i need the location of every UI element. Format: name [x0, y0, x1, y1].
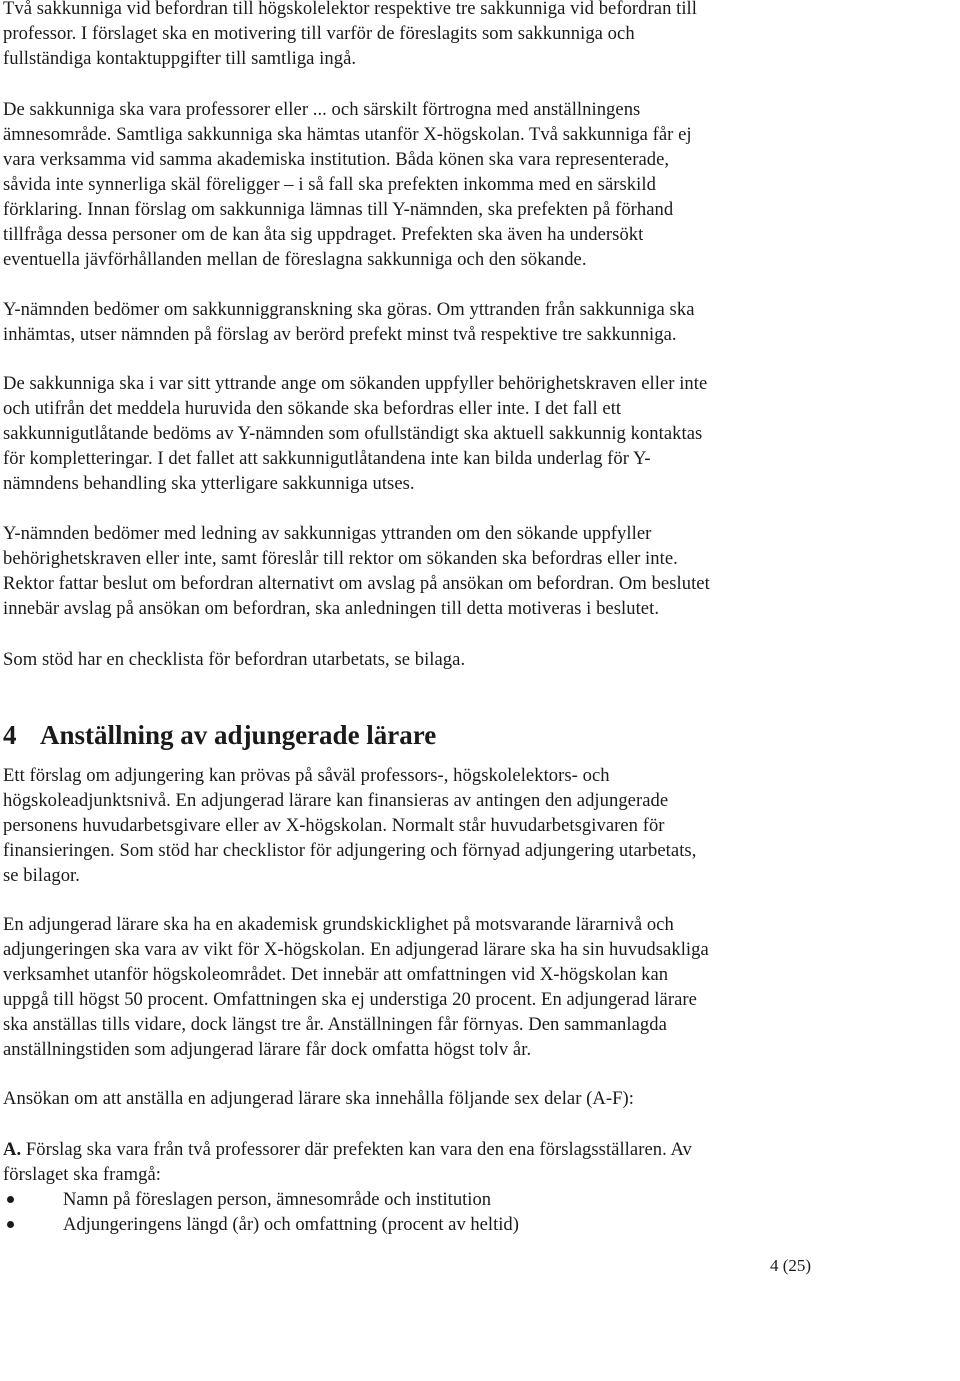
page-number: 4 (25) [770, 1256, 812, 1275]
text-line: ämnesområde. Samtliga sakkunniga ska hämtas utanför X-högskolan. Två sakkunniga får ej [3, 124, 692, 145]
text-line: Y-nämnden bedömer med ledning av sakkunnigas yttranden om den sökande uppfyller [3, 523, 652, 544]
text-line: tillfråga dessa personer om de kan åta sig uppdraget. Prefekten ska även ha undersökt [3, 224, 644, 245]
list-item-text: Adjungeringens längd (år) och omfattning (procent av heltid) [63, 1214, 519, 1235]
text-line: och utifrån det meddela huruvida den sökande ska befordras eller inte. I det fall ett [3, 398, 622, 419]
text-line [3, 1137, 692, 1162]
text-line: förslaget ska framgå: [3, 1164, 161, 1185]
text-line: förklaring. Innan förslag om sakkunniga lämnas till Y-nämnden, ska prefekten på förhand [3, 199, 674, 220]
paragraph-expert-statements [3, 371, 707, 496]
text-line: De sakkunniga ska i var sitt yttrande ange om sökanden uppfyller behörighetskraven eller inte [3, 373, 708, 394]
text-line: fullständiga kontaktuppgifter till samtliga ingå. [3, 48, 357, 69]
text-line: såvida inte synnerliga skäl föreligger – i så fall ska prefekten inkomma med en särskild [3, 174, 656, 195]
text-line: för kompletteringar. I det fallet att sakkunnigutlåtandena inte kan bilda underlag för Y- [3, 448, 651, 469]
text-line: uppgå till högst 50 procent. Omfattningen ska ej understiga 20 procent. En adjungerad lärare [3, 989, 697, 1010]
text-line: Y-nämnden bedömer om sakkunniggranskning ska göras. Om yttranden från sakkunniga ska [3, 299, 695, 320]
text-line: inhämtas, utser nämnden på förslag av berörd prefekt minst två respektive tre sakkunniga. [3, 324, 677, 345]
text-line: eventuella jävförhållanden mellan de föreslagna sakkunniga och den sökande. [3, 249, 587, 270]
paragraph-adjunct-requirements [3, 912, 709, 1062]
paragraph-decision [3, 521, 710, 621]
part-a-text: Förslag ska vara från två professorer där prefekten kan vara den ena förslagsställaren. Av [21, 1139, 692, 1160]
text-line: De sakkunniga ska vara professorer eller ... och särskilt förtrogna med anställningens [3, 99, 641, 120]
bullet-icon [7, 1221, 14, 1228]
paragraph-checklist-note [3, 647, 465, 672]
paragraph-adjunct-intro [3, 763, 696, 888]
text-line: verksamhet utanför högskoleområdet. Det innebär att omfattningen vid X-högskolan kan [3, 964, 669, 985]
paragraph-experts-requirements [3, 97, 692, 272]
text-line: behörighetskraven eller inte, samt föreslår till rektor om sökanden ska befordras eller inte. [3, 548, 678, 569]
list-item [3, 1212, 519, 1237]
text-line: se bilagor. [3, 865, 80, 886]
bullet-icon [7, 1196, 14, 1203]
text-line: Som stöd har en checklista för befordran utarbetats, se bilaga. [3, 649, 466, 670]
text-line: innebär avslag på ansökan om befordran, ska anledningen till detta motiveras i beslutet. [3, 598, 660, 619]
list-item [3, 1187, 519, 1212]
text-line: personens huvudarbetsgivare eller av X-högskolan. Normalt står huvudarbetsgivaren för [3, 815, 665, 836]
text-line: anställningstiden som adjungerad lärare får dock omfatta högst tolv år. [3, 1039, 532, 1060]
text-line: Ansökan om att anställa en adjungerad lärare ska innehålla följande sex delar (A-F): [3, 1088, 634, 1109]
text-line: nämndens behandling ska ytterligare sakkunniga utses. [3, 473, 415, 494]
section-heading [3, 718, 436, 752]
text-line: ska anställas tills vidare, dock längst tre år. Anställningen får förnyas. Den sammanlagda [3, 1014, 667, 1035]
text-line: Två sakkunniga vid befordran till högskolelektor respektive tre sakkunniga vid befordran till [3, 0, 697, 19]
text-line: högskoleadjunktsnivå. En adjungerad lärare kan finansieras av antingen den adjungerade [3, 790, 669, 811]
text-line: En adjungerad lärare ska ha en akademisk grundskicklighet på motsvarande lärarnivå och [3, 914, 674, 935]
paragraph-experts-count [3, 0, 697, 71]
paragraph-application-parts [3, 1086, 634, 1111]
section-number: 4 [3, 720, 17, 750]
text-line: Ett förslag om adjungering kan prövas på såväl professors-, högskolelektors- och [3, 765, 610, 786]
text-line: professor. I förslaget ska en motivering till varför de föreslagits som sakkunniga och [3, 23, 635, 44]
paragraph-part-a [3, 1137, 692, 1187]
text-line: vara verksamma vid samma akademiska institution. Båda könen ska vara representerade, [3, 149, 670, 170]
list-item-text: Namn på föreslagen person, ämnesområde och institution [63, 1189, 492, 1210]
text-line: Rektor fattar beslut om befordran alternativt om avslag på ansökan om befordran. Om beslutet [3, 573, 710, 594]
part-a-label: A. [3, 1139, 22, 1160]
section-title: Anställning av adjungerade lärare [40, 720, 437, 750]
paragraph-board-assessment [3, 297, 695, 347]
text-line: sakkunnigutlåtande bedöms av Y-nämnden som ofullständigt ska aktuell sakkunnig kontaktas [3, 423, 703, 444]
bullet-list [3, 1187, 519, 1237]
text-line: adjungeringen ska vara av vikt för X-högskolan. En adjungerad lärare ska ha sin huvudsakliga [3, 939, 709, 960]
text-line: finansieringen. Som stöd har checklistor för adjungering och förnyad adjungering utarbetats, [3, 840, 697, 861]
